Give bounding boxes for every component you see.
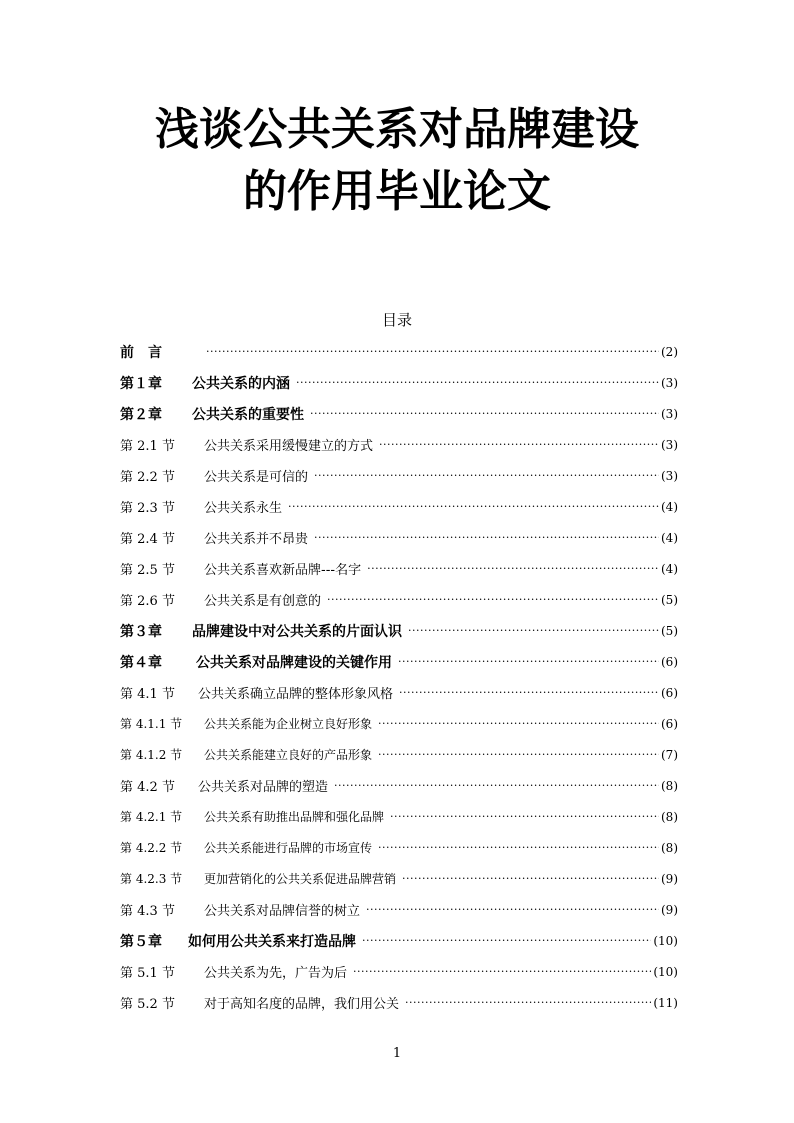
toc-entry-page: (3) <box>661 375 678 390</box>
toc-entry-title: 公共关系确立品牌的整体形象风格 <box>198 687 394 702</box>
toc-entry-title: 品牌建设中对公共关系的片面认识 <box>192 623 402 640</box>
toc-entry[interactable] <box>120 460 678 491</box>
toc-entry-label <box>120 746 372 763</box>
toc-entry[interactable] <box>120 646 678 677</box>
toc-entry-label <box>120 342 200 362</box>
toc-entry-title: 公共关系永生 <box>204 501 283 516</box>
toc-entry[interactable] <box>120 584 678 615</box>
toc-entry-label <box>120 715 372 732</box>
toc-entry-title: 公共关系有助推出品牌和强化品牌 <box>204 810 385 824</box>
dot-leader <box>405 987 651 1018</box>
toc-entry-title: 公共关系喜欢新品牌---名字 <box>204 563 362 578</box>
dot-leader <box>206 336 659 367</box>
toc-heading: 目录 <box>381 311 412 329</box>
toc-entry-title: 对于高知名度的品牌，我们用公关 <box>204 997 400 1012</box>
toc-entry-title: 公共关系的重要性 <box>192 406 304 423</box>
toc-entry-number: 第３章 <box>120 623 162 640</box>
toc-entry-number: 第 4.2.3 节 <box>120 872 183 886</box>
toc-entry-number: 第４章 <box>120 654 162 671</box>
dot-leader <box>367 553 659 584</box>
toc-entry-number: 第 5.2 节 <box>120 997 175 1012</box>
toc-entry[interactable] <box>120 801 678 832</box>
toc-entry-page: (4) <box>661 561 678 576</box>
dot-leader <box>296 367 659 398</box>
toc-entry[interactable] <box>120 522 678 553</box>
toc-entry-title: 公共关系对品牌信誉的树立 <box>204 904 361 919</box>
toc-entry[interactable] <box>120 429 678 460</box>
toc-entry[interactable] <box>120 894 678 925</box>
toc-entry[interactable] <box>120 863 678 894</box>
toc-entry-page: (10) <box>653 964 678 979</box>
toc-entry-page: (11) <box>653 995 678 1010</box>
toc-entry-title: 公共关系能建立良好的产品形象 <box>204 748 373 762</box>
dot-leader <box>288 491 659 522</box>
dot-leader <box>378 739 659 770</box>
document-title-line-2: 的作用毕业论文 <box>243 166 551 217</box>
toc-entry-page: (4) <box>661 499 678 514</box>
table-of-contents <box>120 336 678 1018</box>
toc-entry-number: 第５章 <box>120 933 162 950</box>
toc-entry[interactable] <box>120 832 678 863</box>
toc-entry-number: 第 4.3 节 <box>120 904 175 919</box>
toc-entry-number: 第 2.1 节 <box>120 439 175 454</box>
toc-entry-label <box>120 993 399 1012</box>
toc-entry-title: 如何用公共关系来打造品牌 <box>188 933 356 950</box>
toc-entry-number: 第 4.2 节 <box>120 780 175 795</box>
toc-entry[interactable] <box>120 398 678 429</box>
toc-entry-title: 公共关系采用缓慢建立的方式 <box>204 439 374 454</box>
toc-entry-number: 第 2.4 节 <box>120 532 175 547</box>
toc-entry-label <box>120 962 347 981</box>
toc-entry-page: (8) <box>661 840 678 855</box>
toc-entry-number: 第２章 <box>120 406 162 423</box>
toc-entry-page: (4) <box>661 530 678 545</box>
toc-entry-title: 公共关系能进行品牌的市场宣传 <box>204 841 373 855</box>
toc-entry[interactable] <box>120 987 678 1018</box>
toc-entry-title: 公共关系并不昂贵 <box>204 532 309 547</box>
dot-leader <box>314 522 659 553</box>
dot-leader <box>378 832 659 863</box>
toc-entry-label <box>120 931 356 951</box>
toc-entry-page: (2) <box>661 344 678 359</box>
document-title-line-1: 浅谈公共关系对品牌建设 <box>155 104 639 155</box>
toc-entry-page: (6) <box>661 654 678 669</box>
toc-entry-label <box>120 621 402 641</box>
toc-entry-label <box>120 497 282 516</box>
dot-leader <box>353 956 651 987</box>
toc-entry-title: 公共关系的内涵 <box>192 375 290 392</box>
toc-entry[interactable] <box>120 615 678 646</box>
toc-entry-title: 公共关系能为企业树立良好形象 <box>204 717 373 731</box>
toc-entry-page: (5) <box>661 592 678 607</box>
toc-entry[interactable] <box>120 367 678 398</box>
toc-entry-number: 第 5.1 节 <box>120 966 175 981</box>
toc-entry-number: 第 4.1.2 节 <box>120 748 183 762</box>
toc-entry-label <box>120 870 396 887</box>
toc-entry-title: 更加营销化的公共关系促进品牌营销 <box>204 872 397 886</box>
toc-entry-number: 第 4.2.2 节 <box>120 841 183 855</box>
toc-entry-label <box>120 404 304 424</box>
dot-leader <box>362 925 651 956</box>
toc-entry-page: (10) <box>653 933 678 948</box>
toc-entry-label <box>120 900 360 919</box>
toc-entry-number: 第 4.1 节 <box>120 687 175 702</box>
toc-entry-number: 第 4.1.1 节 <box>120 717 183 731</box>
toc-entry-title: 公共关系为先，广告为后 <box>204 966 348 981</box>
toc-entry[interactable] <box>120 336 678 367</box>
toc-entry-page: (3) <box>661 406 678 421</box>
dot-leader <box>402 863 659 894</box>
toc-entry[interactable] <box>120 739 678 770</box>
toc-entry-label <box>120 435 373 454</box>
dot-leader <box>378 708 659 739</box>
toc-entry-page: (9) <box>661 902 678 917</box>
toc-entry-label <box>120 652 392 672</box>
toc-entry-page: (6) <box>661 685 678 700</box>
dot-leader <box>390 801 659 832</box>
toc-entry-page: (8) <box>661 778 678 793</box>
toc-entry-number: 第 2.3 节 <box>120 501 175 516</box>
dot-leader <box>399 677 659 708</box>
toc-entry-page: (5) <box>661 623 678 638</box>
toc-entry-number: 第 4.2.1 节 <box>120 810 183 824</box>
toc-entry-page: (3) <box>661 468 678 483</box>
toc-entry[interactable] <box>120 553 678 584</box>
dot-leader <box>334 770 659 801</box>
toc-entry-number: 第 2.2 节 <box>120 470 175 485</box>
toc-entry-number: 第 2.5 节 <box>120 563 175 578</box>
toc-entry-number: 第 2.6 节 <box>120 594 175 609</box>
toc-entry-page: (9) <box>661 871 678 886</box>
page-number: 1 <box>392 1046 402 1061</box>
toc-entry-label <box>120 683 393 702</box>
toc-entry-label <box>120 590 321 609</box>
toc-entry-page: (6) <box>661 716 678 731</box>
toc-entry-title: 公共关系是可信的 <box>204 470 309 485</box>
toc-entry-title: 公共关系是有创意的 <box>204 594 322 609</box>
toc-entry-page: (8) <box>661 809 678 824</box>
toc-entry-page: (7) <box>661 747 678 762</box>
toc-entry-page: (3) <box>661 437 678 452</box>
toc-entry-label <box>120 839 372 856</box>
toc-entry-number: 前 言 <box>120 344 162 361</box>
toc-entry-number: 第１章 <box>120 375 162 392</box>
dot-leader <box>408 615 659 646</box>
dot-leader <box>366 894 659 925</box>
toc-entry-label <box>120 528 308 547</box>
dot-leader <box>310 398 659 429</box>
toc-entry[interactable] <box>120 677 678 708</box>
dot-leader <box>379 429 659 460</box>
toc-entry-title: 公共关系对品牌的塑造 <box>198 780 329 795</box>
dot-leader <box>314 460 659 491</box>
toc-entry[interactable] <box>120 925 678 956</box>
toc-entry[interactable] <box>120 491 678 522</box>
toc-entry-label <box>120 559 361 578</box>
toc-entry-label <box>120 373 290 393</box>
toc-entry-label <box>120 808 384 825</box>
toc-entry[interactable] <box>120 956 678 987</box>
toc-entry[interactable] <box>120 708 678 739</box>
toc-entry[interactable] <box>120 770 678 801</box>
dot-leader <box>398 646 659 677</box>
toc-entry-label <box>120 776 328 795</box>
toc-entry-title: 公共关系对品牌建设的关键作用 <box>196 654 392 671</box>
dot-leader <box>327 584 659 615</box>
toc-entry-label <box>120 466 308 485</box>
